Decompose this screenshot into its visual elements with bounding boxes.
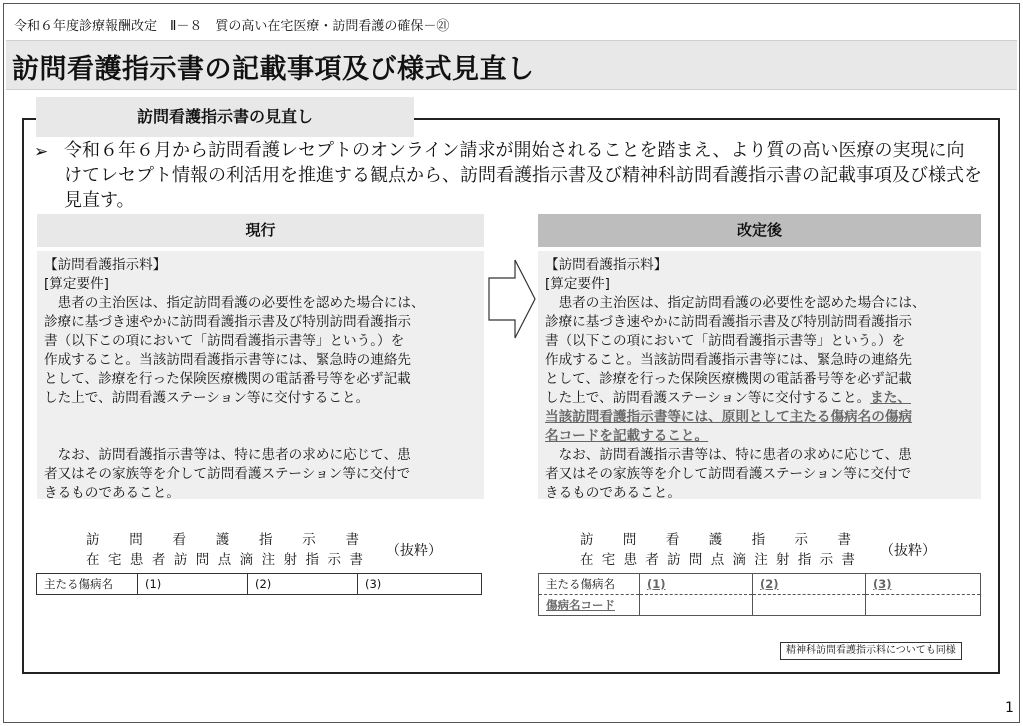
current-diagnosis-table <box>36 573 482 595</box>
form-title-char: 問 <box>622 532 637 548</box>
text-segment: した上で、訪問看護ステーション等に交付すること。 <box>545 390 871 406</box>
form-title-char: 在 <box>86 552 100 568</box>
section-tab: 訪問看護指示書の見直し <box>36 97 414 137</box>
text-line <box>44 427 425 446</box>
table-cell: (3) <box>358 574 482 595</box>
text-line: 書（以下この項において「訪問看護指示書等」という。）を <box>545 333 906 349</box>
bullet-arrow-icon: ➢ <box>34 142 49 162</box>
form-title-char: 書 <box>837 532 851 548</box>
table-cell <box>866 595 981 616</box>
note-box: 精神科訪問看護指示料についても同様 <box>780 642 962 660</box>
form-title-char: 示 <box>794 532 809 548</box>
text-line: 【訪問看護指示料】 <box>545 257 668 273</box>
form-title-char: 在 <box>580 552 594 568</box>
form-title-char: 宅 <box>107 552 122 568</box>
excerpt-label: （抜粋） <box>880 543 936 559</box>
text-line: 者又はその家族等を介して訪問看護ステーション等に交付で <box>545 466 912 482</box>
form-title-char: 注 <box>754 552 768 568</box>
form-title-char: 点 <box>710 552 725 568</box>
form-title-char: 書 <box>345 532 359 548</box>
right-arrow-icon <box>487 258 537 340</box>
text-line: 作成すること。当該訪問看護指示書等には、緊急時の連絡先 <box>545 352 913 368</box>
form-title-char: 護 <box>215 532 230 548</box>
table-cell: (2) <box>753 574 866 595</box>
text-line: きるものであること。 <box>545 485 681 501</box>
revised-text <box>545 256 926 503</box>
text-line: 作成すること。当該訪問看護指示書等には、緊急時の連絡先 <box>44 352 412 368</box>
form-title-char: 患 <box>623 552 638 568</box>
form-title-char: 指 <box>797 552 812 568</box>
table-cell <box>640 595 753 616</box>
form-title-char: 問 <box>129 532 143 548</box>
table-label: 主たる傷病名 <box>539 574 640 595</box>
current-text <box>44 256 425 503</box>
form-title-char: 指 <box>259 532 273 548</box>
text-line: 患者の主治医は、指定訪問看護の必要性を認めた場合には、 <box>545 295 926 311</box>
text-line: 患者の主治医は、指定訪問看護の必要性を認めた場合には、 <box>44 295 425 311</box>
current-heading: 現行 <box>37 214 484 247</box>
text-line: として、診療を行った保険医療機関の電話番号等を必ず記載 <box>44 371 411 387</box>
intro-paragraph: 令和６年６月から訪問看護レセプトのオンライン請求が開始されることを踏まえ、より質の高い医療の実現に向けてレセプト情報の利活用を推進する観点から、訪問看護指示書及び精神科訪問看護指示書の記載事項及び様式を見直す。 <box>64 140 982 211</box>
form-title-char: 者 <box>151 552 166 568</box>
text-line: 診療に基づき速やかに訪問看護指示書及び特別訪問看護指示 <box>44 314 412 330</box>
revision-text: 名コードを記載すること。 <box>545 428 709 444</box>
form-title-char: 点 <box>217 552 232 568</box>
form-title-char: 示 <box>327 552 341 568</box>
text-line: した上で、訪問看護ステーション等に交付すること。 <box>44 390 370 406</box>
form-title-char: 滴 <box>732 552 746 568</box>
table-cell <box>753 595 866 616</box>
form-title-char: 射 <box>283 552 298 568</box>
page-number: 1 <box>1005 700 1014 716</box>
form-title-char: 患 <box>129 552 144 568</box>
revision-text: また、 <box>870 390 911 406</box>
form-title-char: 訪 <box>580 532 594 548</box>
form-title-char: 護 <box>708 532 723 548</box>
page-title: 訪問看護指示書の記載事項及び様式見直し <box>12 54 535 85</box>
form-title-char: 訪 <box>667 552 681 568</box>
text-line: 書（以下この項において「訪問看護指示書等」という。）を <box>44 333 405 349</box>
form-title-char: 訪 <box>86 532 100 548</box>
form-title-char: 宅 <box>601 552 616 568</box>
form-title-char: 訪 <box>173 552 188 568</box>
breadcrumb: 令和６年度診療報酬改定 Ⅱ－８ 質の高い在宅医療・訪問看護の確保－㉑ <box>14 19 450 34</box>
text-line <box>545 389 926 408</box>
form-title-char: 問 <box>688 552 703 568</box>
form-title-char: 書 <box>349 552 363 568</box>
text-line: として、診療を行った保険医療機関の電話番号等を必ず記載 <box>545 371 912 387</box>
text-line: 【訪問看護指示料】 <box>44 257 167 273</box>
table-cell: (2) <box>248 574 358 595</box>
form-title-char: 者 <box>645 552 659 568</box>
table-label: 主たる傷病名 <box>37 574 138 595</box>
text-line: 診療に基づき速やかに訪問看護指示書及び特別訪問看護指示 <box>545 314 913 330</box>
table-cell: (1) <box>138 574 248 595</box>
revised-diagnosis-table <box>538 573 981 616</box>
form-title-char: 看 <box>665 532 680 548</box>
text-line: 者又はその家族等を介して訪問看護ステーション等に交付で <box>44 466 411 482</box>
form-title-char: 示 <box>302 532 316 548</box>
form-title-char: 射 <box>776 552 790 568</box>
diagnosis-code-label: 傷病名コード <box>539 595 640 616</box>
text-line: [算定要件] <box>44 276 109 292</box>
excerpt-label: （抜粋） <box>386 543 442 559</box>
form-title-char: 指 <box>305 552 320 568</box>
table-cell: (3) <box>866 574 981 595</box>
text-line <box>44 408 425 427</box>
text-line: きるものであること。 <box>44 485 180 501</box>
form-title-char: 書 <box>841 552 855 568</box>
revised-heading: 改定後 <box>538 214 981 247</box>
text-line: [算定要件] <box>545 276 610 292</box>
form-title-char: 指 <box>751 532 766 548</box>
form-title-char: 示 <box>819 552 834 568</box>
table-cell: (1) <box>640 574 753 595</box>
form-title-char: 看 <box>172 532 186 548</box>
text-line: なお、訪問看護指示書等は、特に患者の求めに応じて、患 <box>545 447 912 463</box>
current-form-title <box>86 530 363 570</box>
form-title-char: 滴 <box>239 552 254 568</box>
revised-form-title <box>580 530 855 570</box>
revision-text: 当該訪問看護指示書等には、原則として主たる傷病名の傷病 <box>545 409 913 425</box>
form-title-char: 注 <box>261 552 276 568</box>
text-line: なお、訪問看護指示書等は、特に患者の求めに応じて、患 <box>44 447 411 463</box>
form-title-char: 問 <box>195 552 210 568</box>
